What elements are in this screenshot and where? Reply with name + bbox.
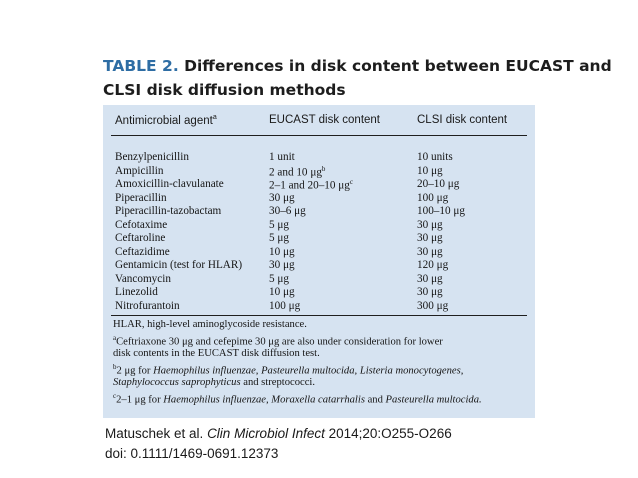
cell-agent: Nitrofurantoin [115, 299, 180, 312]
footnote-abbrev: HLAR, high-level aminoglycoside resistance. [113, 319, 307, 330]
cell-agent: Piperacillin-tazobactam [115, 205, 222, 217]
cell-eucast: 10 μg [269, 245, 295, 258]
cell-clsi: 100 μg [417, 191, 449, 204]
cell-eucast: 5 μg [269, 232, 289, 244]
cell-agent: Cefotaxime [115, 218, 168, 231]
cell-agent: Benzylpenicillin [115, 151, 189, 163]
cell-eucast: 100 μg [269, 299, 301, 312]
citation-line: Matuschek et al. Clin Microbiol Infect 2014;20:O255-O266 [105, 426, 452, 441]
cell-clsi: 30 μg [417, 272, 443, 285]
cell-agent: Gentamicin (test for HLAR) [115, 259, 243, 271]
cell-eucast: 5 μg [269, 272, 289, 285]
table-title-line2: CLSI disk diffusion methods [103, 81, 346, 99]
cell-agent: Vancomycin [115, 272, 171, 285]
table-label: TABLE 2. [103, 57, 179, 75]
header-eucast: EUCAST disk content [269, 114, 381, 126]
cell-agent: Amoxicillin-clavulanate [115, 178, 224, 190]
cell-eucast: 1 unit [269, 151, 295, 163]
cell-clsi: 30 μg [417, 245, 443, 258]
cell-clsi: 30 μg [417, 286, 443, 298]
table-panel [103, 105, 535, 418]
table-title-line1 [103, 57, 612, 75]
cell-clsi: 30 μg [417, 232, 443, 244]
header-agent: Antimicrobial agent$^a$ [115, 114, 217, 127]
footnote-a-line1: $^a$Ceftriaxone 30 μg and cefepime 30 μg are also under consideration for lower [113, 334, 443, 348]
header-rule [111, 135, 527, 136]
cell-agent: Ampicillin [115, 164, 164, 177]
cell-clsi: 20–10 μg [417, 178, 460, 190]
cell-clsi: 10 units [417, 151, 453, 163]
body-rule [111, 315, 527, 316]
header-clsi: CLSI disk content [417, 114, 508, 126]
cell-clsi: 30 μg [417, 218, 443, 231]
cell-eucast: 5 μg [269, 218, 289, 231]
cell-clsi: 120 μg [417, 259, 449, 271]
cell-agent: Piperacillin [115, 191, 167, 204]
cell-eucast: 30 μg [269, 259, 295, 271]
footnote-b-line1: $^b$2 μg for Haemophilus influenzae, Pasteurella multocida, Listeria monocytogenes, [113, 363, 464, 377]
cell-eucast: 2–1 and 20–10 $\mu g^c$ [269, 178, 353, 192]
footnote-c: $^c$2–1 μg for Haemophilus influenzae, Moraxella catarrhalis and Pasteurella multocida. [113, 392, 482, 406]
cell-agent: Ceftaroline [115, 232, 166, 244]
cell-agent: Linezolid [115, 286, 158, 298]
footnote-a-line2: disk contents in the EUCAST disk diffusion test. [113, 348, 320, 359]
footnote-b-line2: Staphylococcus saprophyticus and streptococci. [113, 377, 316, 388]
cell-eucast: 30–6 μg [269, 205, 306, 217]
citation-doi: doi: 0.1111/1469-0691.12373 [105, 446, 279, 461]
cell-clsi: 10 μg [417, 164, 443, 177]
cell-eucast: 10 μg [269, 286, 295, 298]
cell-clsi: 300 μg [417, 299, 449, 312]
table-title-text: Differences in disk content between EUCAST and [184, 57, 612, 75]
cell-eucast: 2 and 10 $\mu g^b$ [269, 164, 326, 179]
cell-clsi: 100–10 μg [417, 205, 465, 217]
cell-agent: Ceftazidime [115, 245, 170, 258]
cell-eucast: 30 μg [269, 191, 295, 204]
